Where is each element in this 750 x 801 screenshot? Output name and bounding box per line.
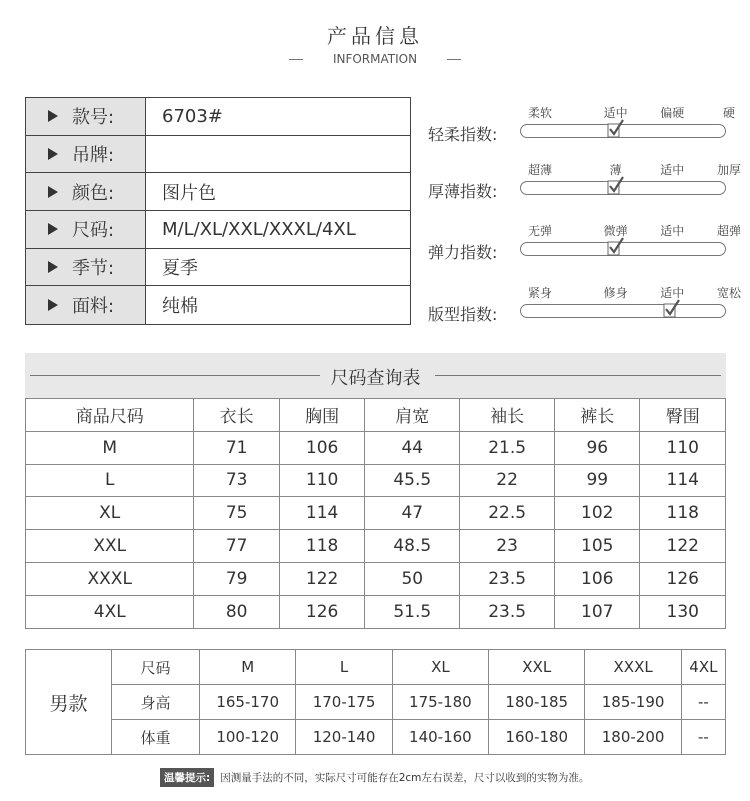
index-tick: 无弹 (527, 224, 553, 238)
table-cell: 4XL (26, 595, 194, 628)
table-cell: 107 (555, 595, 640, 628)
index-ticks (524, 104, 734, 118)
index-label: 厚薄指数: (428, 182, 498, 201)
table-cell: 21.5 (460, 431, 555, 464)
table-cell: 22.5 (460, 497, 555, 530)
table-cell: -- (681, 720, 725, 755)
index-row (428, 222, 742, 262)
table-cell: 80 (194, 595, 279, 628)
table-row (26, 595, 726, 628)
column-header: 衣长 (194, 399, 279, 432)
table-cell: 110 (640, 431, 726, 464)
table-cell: 180-200 (585, 720, 681, 755)
divider (289, 59, 303, 60)
table-cell: XXXL (585, 650, 681, 685)
table-cell: 106 (279, 431, 364, 464)
info-label (26, 211, 146, 248)
info-label (26, 98, 146, 135)
subtitle-text: INFORMATION (332, 52, 418, 66)
table-cell: 102 (555, 497, 640, 530)
info-value: 夏季 (162, 258, 198, 280)
table-cell: XXL (489, 650, 585, 685)
index-ticks (524, 222, 742, 238)
index-ticks (524, 161, 742, 177)
table-cell: 118 (279, 530, 364, 563)
table-cell: 118 (640, 497, 726, 530)
info-label (26, 136, 146, 173)
index-tick: 适中 (660, 286, 685, 300)
table-cell: 75 (194, 497, 279, 530)
page-subtitle (0, 52, 750, 66)
triangle-right-icon (48, 186, 58, 198)
row-label: 尺码 (112, 650, 200, 685)
check-icon (663, 298, 681, 318)
index-ticks (524, 284, 742, 300)
index-tick: 超弹 (716, 224, 742, 238)
table-cell: 120-140 (296, 720, 392, 755)
column-header: 商品尺码 (26, 399, 194, 432)
table-cell: M (200, 650, 296, 685)
info-row (26, 249, 410, 287)
table-cell: 130 (640, 595, 726, 628)
column-header: 裤长 (555, 399, 640, 432)
page-title: 产品信息 (327, 24, 423, 48)
table-row (26, 650, 726, 685)
info-label-text: 吊牌: (72, 145, 115, 167)
index-row (428, 284, 742, 324)
tip-text: 因测量手法的不同，实际尺寸可能存在2cm左右误差，尺寸以收到的实物为准。 (220, 772, 590, 784)
triangle-right-icon (48, 299, 58, 311)
index-tick: 微弹 (603, 224, 628, 238)
info-row (26, 286, 410, 324)
table-cell: 126 (279, 595, 364, 628)
index-tick: 薄 (609, 163, 622, 177)
index-tick: 柔软 (527, 106, 553, 120)
size-chart-header (25, 353, 726, 398)
table-cell: 22 (460, 464, 555, 497)
table-header-row (26, 399, 726, 432)
index-row (428, 104, 736, 144)
table-cell: 180-185 (489, 685, 585, 720)
index-label: 弹力指数: (428, 243, 498, 262)
table-cell: 4XL (681, 650, 725, 685)
tip-note (160, 768, 589, 787)
column-header: 臀围 (640, 399, 726, 432)
table-cell: 114 (279, 497, 364, 530)
table-cell: 23.5 (460, 562, 555, 595)
table-cell: 105 (555, 530, 640, 563)
table-cell: L (296, 650, 392, 685)
index-tick: 超薄 (527, 163, 553, 177)
triangle-right-icon (48, 148, 58, 160)
index-tick: 宽松 (716, 286, 742, 300)
info-row (26, 211, 410, 249)
table-cell: 122 (279, 562, 364, 595)
info-value (146, 136, 410, 173)
check-icon (607, 236, 625, 256)
info-value: 6703# (162, 105, 223, 127)
check-icon (607, 175, 625, 195)
info-label-text: 面料: (72, 296, 115, 318)
info-label-text: 颜色: (72, 182, 115, 204)
men-size-table (25, 649, 726, 755)
table-cell: 126 (640, 562, 726, 595)
triangle-right-icon (48, 223, 58, 235)
table-cell: 45.5 (365, 464, 460, 497)
index-tick: 紧身 (527, 286, 553, 300)
column-header: 肩宽 (365, 399, 460, 432)
table-cell: 114 (640, 464, 726, 497)
info-value: 图片色 (162, 182, 216, 204)
table-cell: 48.5 (365, 530, 460, 563)
category-cell: 男款 (26, 650, 112, 755)
table-cell: 99 (555, 464, 640, 497)
info-value: 纯棉 (162, 296, 198, 318)
table-cell: 23.5 (460, 595, 555, 628)
row-label: 体重 (112, 720, 200, 755)
table-cell: 110 (279, 464, 364, 497)
table-cell: 96 (555, 431, 640, 464)
column-header: 袖长 (460, 399, 555, 432)
table-cell: XL (392, 650, 488, 685)
index-label: 版型指数: (428, 305, 498, 324)
table-cell: 44 (365, 431, 460, 464)
table-row (26, 720, 726, 755)
table-cell: 71 (194, 431, 279, 464)
check-icon (607, 118, 625, 138)
index-tick: 适中 (603, 106, 628, 120)
info-label (26, 173, 146, 210)
table-cell: 50 (365, 562, 460, 595)
index-track (520, 304, 726, 318)
info-label-text: 尺码: (72, 220, 115, 242)
table-cell: 23 (460, 530, 555, 563)
tip-badge: 温馨提示: (160, 768, 214, 787)
triangle-right-icon (48, 261, 58, 273)
table-cell: 79 (194, 562, 279, 595)
table-row (26, 431, 726, 464)
index-tick: 适中 (660, 224, 685, 238)
index-tick: 硬 (722, 106, 736, 120)
table-cell: L (26, 464, 194, 497)
divider (447, 59, 461, 60)
table-cell: 160-180 (489, 720, 585, 755)
table-cell: 140-160 (392, 720, 488, 755)
row-label: 身高 (112, 685, 200, 720)
index-tick: 适中 (660, 163, 685, 177)
table-cell: XXL (26, 530, 194, 563)
info-label-text: 季节: (72, 258, 115, 280)
table-row (26, 685, 726, 720)
index-tick: 加厚 (716, 163, 742, 177)
index-label: 轻柔指数: (428, 125, 498, 144)
table-cell: 185-190 (585, 685, 681, 720)
index-row (428, 161, 742, 201)
table-row (26, 497, 726, 530)
column-header: 胸围 (279, 399, 364, 432)
table-cell: 170-175 (296, 685, 392, 720)
table-cell: 100-120 (200, 720, 296, 755)
table-row (26, 530, 726, 563)
table-cell: M (26, 431, 194, 464)
info-value: M/L/XL/XXL/XXXL/4XL (162, 218, 356, 240)
table-cell: 122 (640, 530, 726, 563)
size-chart-table (25, 398, 726, 629)
table-row (26, 562, 726, 595)
info-row (26, 98, 410, 136)
table-cell: XXXL (26, 562, 194, 595)
table-cell: 77 (194, 530, 279, 563)
table-cell: 73 (194, 464, 279, 497)
info-row (26, 136, 410, 174)
table-cell: XL (26, 497, 194, 530)
info-label (26, 286, 146, 324)
index-tick: 偏硬 (660, 106, 685, 120)
index-tick: 修身 (603, 286, 628, 300)
table-cell: 106 (555, 562, 640, 595)
triangle-right-icon (48, 110, 58, 122)
info-row (26, 173, 410, 211)
table-cell: 51.5 (365, 595, 460, 628)
product-info-table (25, 97, 411, 325)
table-cell: 165-170 (200, 685, 296, 720)
table-cell: 175-180 (392, 685, 488, 720)
info-label (26, 249, 146, 286)
table-cell: -- (681, 685, 725, 720)
info-label-text: 款号: (72, 107, 115, 129)
table-cell: 47 (365, 497, 460, 530)
table-row (26, 464, 726, 497)
size-chart-title: 尺码查询表 (330, 368, 421, 389)
